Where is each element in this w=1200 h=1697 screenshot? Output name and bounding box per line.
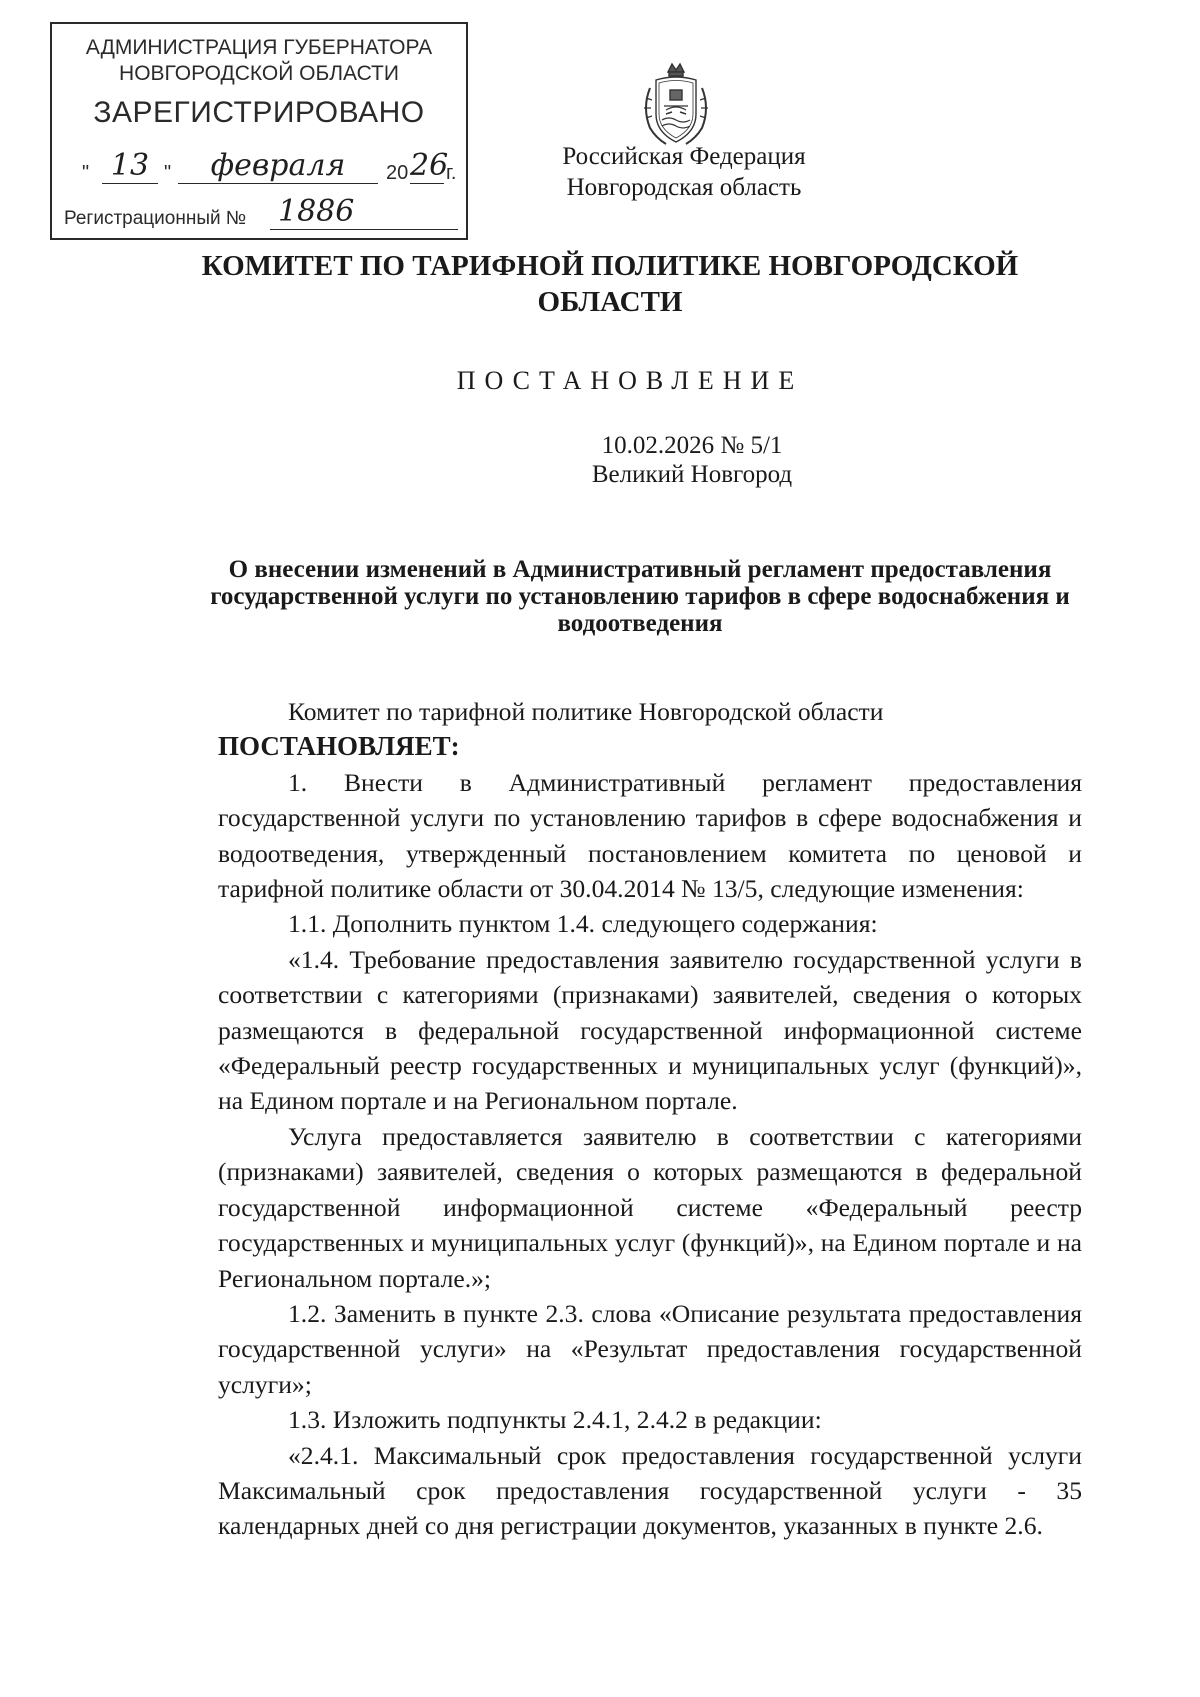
document-body	[218, 694, 1082, 1544]
paragraph-1-3: 1.3. Изложить подпункты 2.4.1, 2.4.2 в редакции:	[288, 1405, 822, 1435]
header-region: Новгородская область	[566, 174, 802, 201]
paragraph-1: 1. Внести в Административный регламент предоставления государственной услуги по установлению тарифов в сфере водоснабжения и водоотведения, утвержденный постановлением комитета по ценовой и тарифной политике области от 30.04.2014 № 13/5, следующие изменения:	[218, 767, 1082, 904]
paragraph-1-1-text: «1.4. Требование предоставления заявителю государственной услуги в соответствии с категориями (признаками) заявителей, сведения о которых размещаются в федеральной государственной информационной системе «Федеральный реестр государственных и муниципальных услуг (функций)», на Едином портале и на Региональном портале.	[218, 944, 1082, 1116]
document-type: ПОСТАНОВЛЕНИЕ	[456, 366, 804, 395]
stamp-year-abbr: г.	[446, 162, 457, 184]
stamp-line-1: АДМИНИСТРАЦИЯ ГУБЕРНАТОРА	[85, 36, 433, 59]
intro-text: Комитет по тарифной политике Новгородской области	[288, 697, 884, 726]
date-and-number: 10.02.2026 № 5/1	[601, 432, 783, 459]
stamp-year-suffix: 26	[410, 148, 449, 183]
header-country: Российская Федерация	[562, 143, 806, 170]
paragraph-2-4-1: «2.4.1. Максимальный срок предоставления государственной услуги Максимальный срок предоставления государственной услуги - 35 календарных дней со дня регистрации документов, указанных в пункте 2.6.	[218, 1440, 1082, 1541]
stamp-day: 13	[102, 148, 158, 184]
stamp-month: февраля	[178, 148, 378, 184]
document-subject: О внесении изменений в Административный регламент предоставления государственной услуги по установлению тарифов в сфере водоснабжения и водоотведения	[210, 556, 1070, 637]
stamp-reg-label: Регистрационный №	[64, 208, 247, 229]
stamp-line-2: НОВГОРОДСКОЙ ОБЛАСТИ	[119, 62, 399, 85]
stamp-number-row	[64, 194, 464, 232]
stamp-reg-number: 1886	[270, 194, 458, 230]
paragraph-1-2: 1.2. Заменить в пункте 2.3. слова «Описание результата предоставления государственной услуги» на «Результат предоставления государственной услуги»;	[218, 1298, 1082, 1399]
resolves-heading: ПОСТАНОВЛЯЕТ:	[218, 731, 460, 762]
registration-stamp	[50, 22, 468, 240]
committee-title: КОМИТЕТ ПО ТАРИФНОЙ ПОЛИТИКЕ НОВГОРОДСКОЙ ОБЛАСТИ	[201, 250, 1019, 318]
stamp-registered: ЗАРЕГИСТРИРОВАНО	[93, 96, 425, 129]
stamp-quote-open: "	[82, 162, 90, 184]
paragraph-1-1: 1.1. Дополнить пунктом 1.4. следующего содержания:	[288, 909, 878, 939]
coat-of-arms-icon	[636, 58, 716, 150]
stamp-quote-close: "	[164, 162, 172, 184]
paragraph-1-1-text-2: Услуга предоставляется заявителю в соответствии с категориями (признаками) заявителей, сведения о которых размещаются в федеральной государственной информационной системе «Федеральный реестр государственных и муниципальных услуг (функций)», на Едином портале и на Региональном портале.»;	[218, 1121, 1082, 1293]
stamp-year-prefix: 20	[386, 162, 409, 184]
city: Великий Новгород	[591, 461, 793, 488]
